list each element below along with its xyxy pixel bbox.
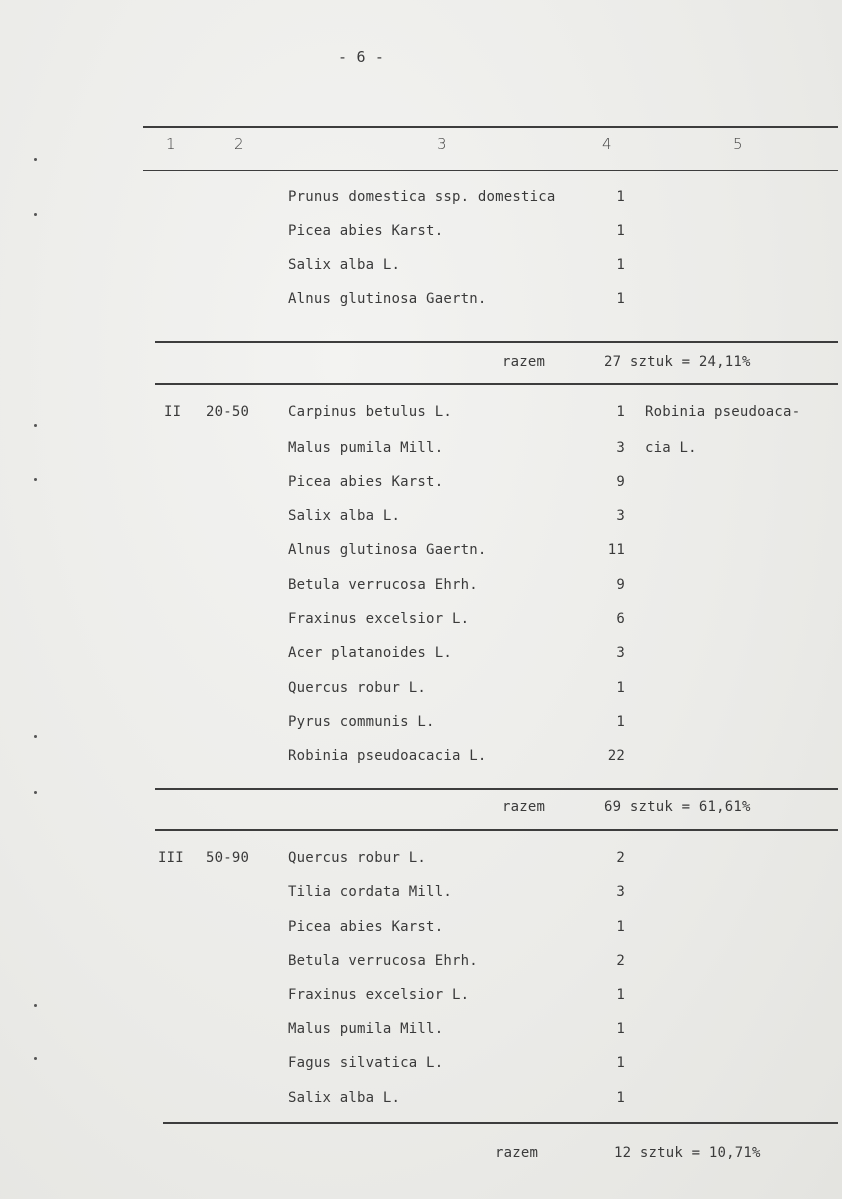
- species-count: 1: [616, 1021, 625, 1037]
- species-count: 1: [616, 919, 625, 935]
- species-name: Fagus silvatica L.: [288, 1055, 444, 1071]
- species-count: 9: [616, 474, 625, 490]
- margin-dot: [34, 1004, 37, 1007]
- species-name: Salix alba L.: [288, 508, 401, 524]
- column-header-3: 3: [437, 135, 447, 153]
- species-count: 1: [616, 714, 625, 730]
- header-top-rule: [143, 126, 838, 128]
- species-name: Picea abies Karst.: [288, 223, 444, 239]
- species-name: Betula verrucosa Ehrh.: [288, 577, 478, 593]
- species-count: 2: [616, 953, 625, 969]
- margin-dot: [34, 478, 37, 481]
- subtotal-value: 69 sztuk = 61,61%: [604, 799, 751, 815]
- species-name: Tilia cordata Mill.: [288, 884, 452, 900]
- species-count: 1: [616, 223, 625, 239]
- species-count: 2: [616, 850, 625, 866]
- species-name: Fraxinus excelsior L.: [288, 987, 470, 1003]
- margin-dot: [34, 735, 37, 738]
- species-name: Malus pumila Mill.: [288, 1021, 444, 1037]
- species-name: Robinia pseudoacacia L.: [288, 748, 487, 764]
- species-count: 9: [616, 577, 625, 593]
- species-count: 3: [616, 645, 625, 661]
- species-name: Fraxinus excelsior L.: [288, 611, 470, 627]
- species-count: 1: [616, 1055, 625, 1071]
- subtotal-value: 27 sztuk = 24,11%: [604, 354, 751, 370]
- species-name: Picea abies Karst.: [288, 474, 444, 490]
- margin-dot: [34, 158, 37, 161]
- species-name: Pyrus communis L.: [288, 714, 435, 730]
- age-range-label: 50-90: [206, 850, 250, 866]
- column-header-4: 4: [602, 135, 612, 153]
- species-name: Alnus glutinosa Gaertn.: [288, 291, 487, 307]
- species-name: Alnus glutinosa Gaertn.: [288, 542, 487, 558]
- age-class-label: II: [164, 404, 182, 420]
- subtotal-bottom-rule: [155, 383, 838, 385]
- subtotal-label: razem: [502, 799, 546, 815]
- species-name: Quercus robur L.: [288, 850, 427, 866]
- species-count: 1: [616, 257, 625, 273]
- species-name: Carpinus betulus L.: [288, 404, 452, 420]
- species-count: 1: [616, 189, 625, 205]
- species-count: 6: [616, 611, 625, 627]
- species-name: Picea abies Karst.: [288, 919, 444, 935]
- species-count: 1: [616, 404, 625, 420]
- species-name: Quercus robur L.: [288, 680, 427, 696]
- column-header-2: 2: [234, 135, 244, 153]
- species-name: Salix alba L.: [288, 1090, 401, 1106]
- margin-dot: [34, 424, 37, 427]
- subtotal-top-rule: [155, 788, 838, 790]
- margin-dot: [34, 1057, 37, 1060]
- subtotal-top-rule: [163, 1122, 838, 1124]
- subtotal-top-rule: [155, 341, 838, 343]
- species-count: 3: [616, 508, 625, 524]
- subtotal-value: 12 sztuk = 10,71%: [614, 1145, 761, 1161]
- page-number: - 6 -: [338, 48, 385, 66]
- column-header-5: 5: [733, 135, 743, 153]
- age-class-label: III: [158, 850, 184, 866]
- species-count: 1: [616, 987, 625, 1003]
- species-count: 3: [616, 440, 625, 456]
- species-name: Acer platanoides L.: [288, 645, 452, 661]
- species-count: 3: [616, 884, 625, 900]
- margin-dot: [34, 213, 37, 216]
- subtotal-label: razem: [502, 354, 546, 370]
- species-name: Betula verrucosa Ehrh.: [288, 953, 478, 969]
- column-header-1: 1: [166, 135, 176, 153]
- species-count: 1: [616, 1090, 625, 1106]
- subtotal-label: razem: [495, 1145, 539, 1161]
- age-range-label: 20-50: [206, 404, 250, 420]
- remarks-line: cia L.: [645, 440, 697, 456]
- margin-dot: [34, 791, 37, 794]
- header-bottom-rule: [143, 170, 838, 171]
- species-name: Prunus domestica ssp. domestica: [288, 189, 556, 205]
- species-count: 22: [607, 748, 625, 764]
- species-name: Salix alba L.: [288, 257, 401, 273]
- species-name: Malus pumila Mill.: [288, 440, 444, 456]
- species-count: 1: [616, 680, 625, 696]
- species-count: 11: [607, 542, 625, 558]
- remarks-line: Robinia pseudoaca-: [645, 404, 801, 420]
- subtotal-bottom-rule: [155, 829, 838, 831]
- species-count: 1: [616, 291, 625, 307]
